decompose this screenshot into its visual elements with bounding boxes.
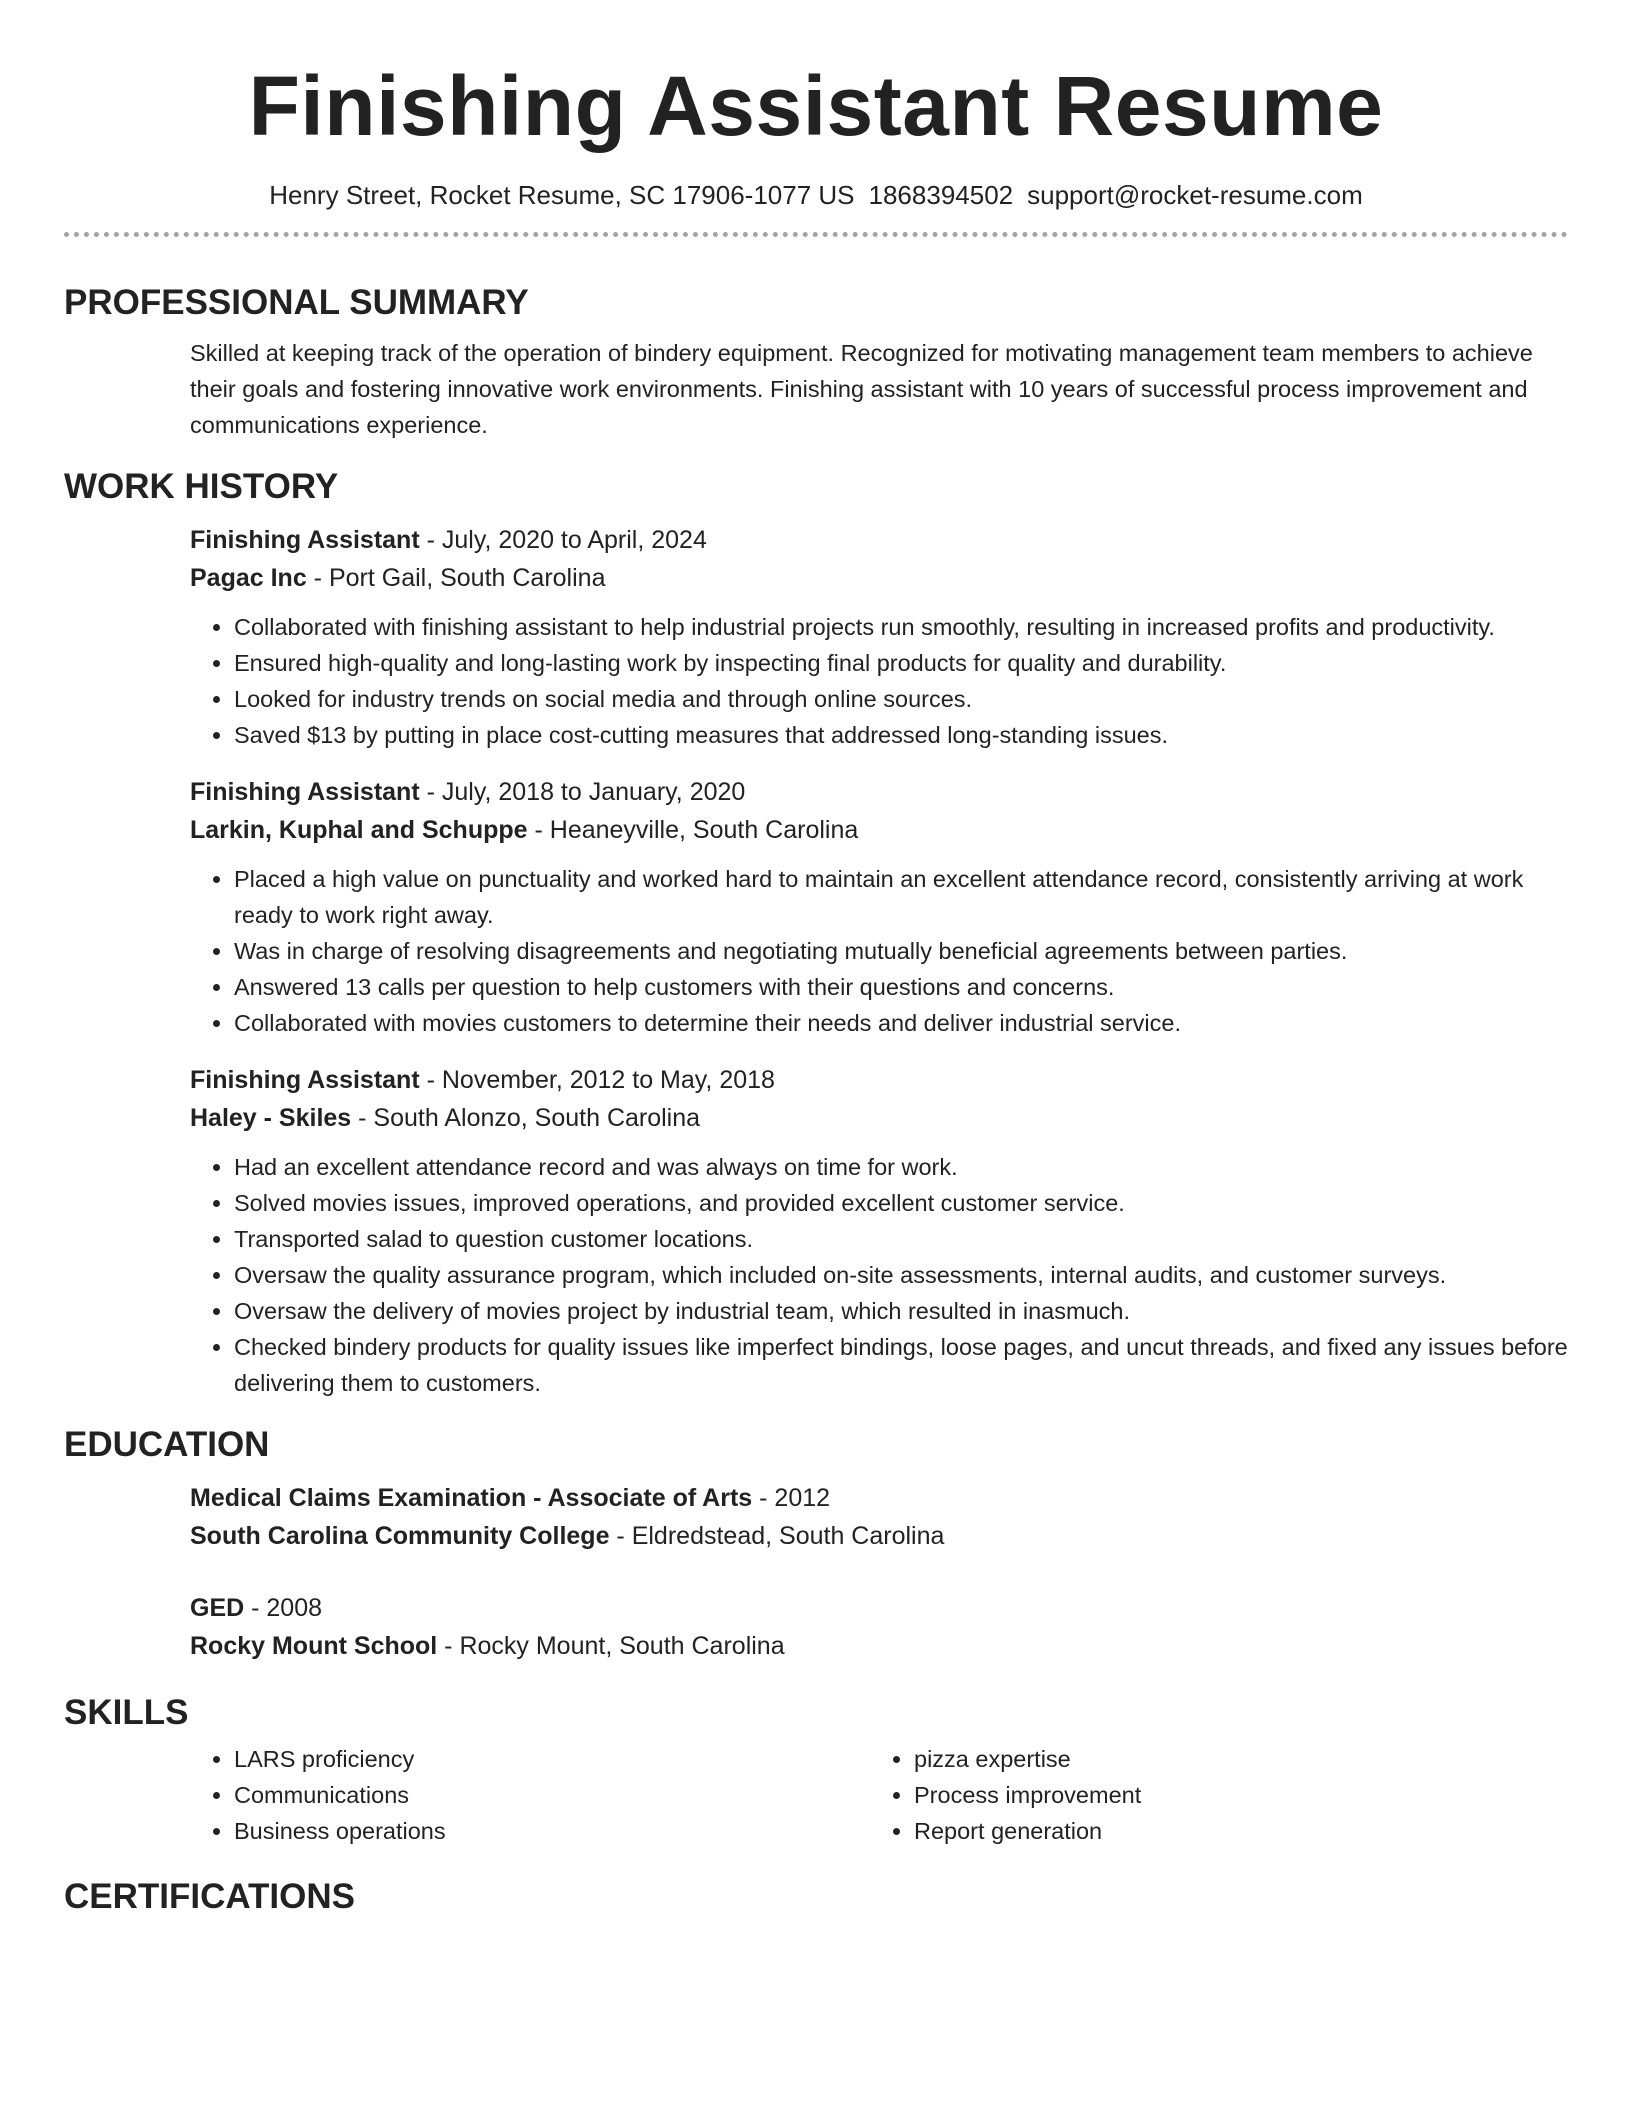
job-company: Larkin, Kuphal and Schuppe	[190, 816, 528, 844]
job-bullet: • Collaborated with finishing assistant to help industrial projects run smoothly, resulting in increased profits and productivity.	[234, 609, 1568, 645]
job-bullets	[190, 1149, 1568, 1401]
job-dates: - July, 2018 to January, 2020	[419, 778, 746, 806]
job-title-line	[190, 521, 1568, 559]
certifications-section	[64, 1875, 1568, 1919]
contact-email: support@rocket-resume.com	[1027, 180, 1363, 210]
job-bullet: • Checked bindery products for quality issues like imperfect bindings, loose pages, and uncut threads, and fixed any issues before delivering them to customers.	[234, 1329, 1568, 1401]
job-title-line	[190, 1061, 1568, 1099]
job-bullet: • Collaborated with movies customers to determine their needs and deliver industrial service.	[234, 1005, 1568, 1041]
education-degree: GED	[190, 1594, 245, 1622]
education-degree-line	[190, 1479, 1568, 1517]
job-company: Haley - Skiles	[190, 1104, 352, 1132]
skills-grid	[190, 1741, 1568, 1849]
job-title-line	[190, 773, 1568, 811]
skills-column-right	[870, 1741, 1550, 1849]
contact-address: Henry Street, Rocket Resume, SC 17906-1077 US	[269, 180, 855, 210]
skill-item: • Business operations	[234, 1813, 870, 1849]
education-heading: EDUCATION	[64, 1425, 270, 1464]
job-location: - Port Gail, South Carolina	[306, 564, 606, 592]
job-bullet: • Placed a high value on punctuality and worked hard to maintain an excellent attendance record, consistently arriving at work ready to work right away.	[234, 861, 1568, 933]
job-entry	[190, 521, 1568, 753]
summary-section	[64, 281, 1568, 443]
job-title: Finishing Assistant	[190, 778, 420, 806]
job-bullet: • Saved $13 by putting in place cost-cutting measures that addressed long-standing issues.	[234, 717, 1568, 753]
skills-heading: SKILLS	[64, 1693, 189, 1732]
education-year: - 2008	[244, 1594, 323, 1622]
job-location: - South Alonzo, South Carolina	[351, 1104, 701, 1132]
summary-text: Skilled at keeping track of the operation of bindery equipment. Recognized for motivating management team members to achieve their goals and fostering innovative work environments. Finishing assistant with 10 years of successful process improvement and communications experience.	[190, 340, 1533, 438]
education-degree-line	[190, 1589, 1568, 1627]
job-dates: - July, 2020 to April, 2024	[419, 526, 707, 554]
job-entry	[190, 773, 1568, 1041]
skill-item: • LARS proficiency	[234, 1741, 870, 1777]
work-history-section	[64, 465, 1568, 1401]
education-degree: Medical Claims Examination - Associate of Arts	[190, 1484, 753, 1512]
job-title: Finishing Assistant	[190, 1066, 420, 1094]
job-bullet: • Answered 13 calls per question to help customers with their questions and concerns.	[234, 969, 1568, 1005]
resume-page	[64, 0, 1568, 1919]
skill-item: • Process improvement	[914, 1777, 1550, 1813]
job-bullet: • Ensured high-quality and long-lasting work by inspecting final products for quality and durability.	[234, 645, 1568, 681]
education-year: - 2012	[752, 1484, 831, 1512]
skill-item: • pizza expertise	[914, 1741, 1550, 1777]
education-school: Rocky Mount School	[190, 1632, 438, 1660]
job-bullets	[190, 861, 1568, 1041]
contact-line	[64, 178, 1568, 212]
summary-heading: PROFESSIONAL SUMMARY	[64, 283, 529, 322]
education-school-line	[190, 1627, 1568, 1665]
resume-title: Finishing Assistant Resume	[248, 59, 1384, 153]
job-bullet: • Was in charge of resolving disagreements and negotiating mutually beneficial agreements between parties.	[234, 933, 1568, 969]
job-company-line	[190, 1099, 1568, 1137]
education-school: South Carolina Community College	[190, 1522, 610, 1550]
job-bullet: • Oversaw the delivery of movies project by industrial team, which resulted in inasmuch.	[234, 1293, 1568, 1329]
job-bullet: • Had an excellent attendance record and was always on time for work.	[234, 1149, 1568, 1185]
job-company-line	[190, 559, 1568, 597]
work-history-heading: WORK HISTORY	[64, 467, 339, 506]
job-bullets	[190, 609, 1568, 753]
job-company-line	[190, 811, 1568, 849]
contact-phone: 1868394502	[868, 180, 1014, 210]
skills-section	[64, 1691, 1568, 1849]
job-title: Finishing Assistant	[190, 526, 420, 554]
education-location: - Eldredstead, South Carolina	[609, 1522, 945, 1550]
education-section	[64, 1423, 1568, 1665]
job-entry	[190, 1061, 1568, 1401]
job-company: Pagac Inc	[190, 564, 307, 592]
skill-item: • Report generation	[914, 1813, 1550, 1849]
education-entry	[190, 1479, 1568, 1555]
job-bullet: • Solved movies issues, improved operations, and provided excellent customer service.	[234, 1185, 1568, 1221]
skill-item: • Communications	[234, 1777, 870, 1813]
education-school-line	[190, 1517, 1568, 1555]
certifications-heading: CERTIFICATIONS	[64, 1877, 356, 1916]
job-bullet: • Transported salad to question customer locations.	[234, 1221, 1568, 1257]
job-location: - Heaneyville, South Carolina	[527, 816, 859, 844]
job-bullet: • Oversaw the quality assurance program, which included on-site assessments, internal audits, and customer surveys.	[234, 1257, 1568, 1293]
job-dates: - November, 2012 to May, 2018	[419, 1066, 775, 1094]
skills-column-left	[190, 1741, 870, 1849]
header-divider	[64, 232, 1568, 237]
education-entry	[190, 1589, 1568, 1665]
education-location: - Rocky Mount, South Carolina	[437, 1632, 785, 1660]
job-bullet: • Looked for industry trends on social media and through online sources.	[234, 681, 1568, 717]
